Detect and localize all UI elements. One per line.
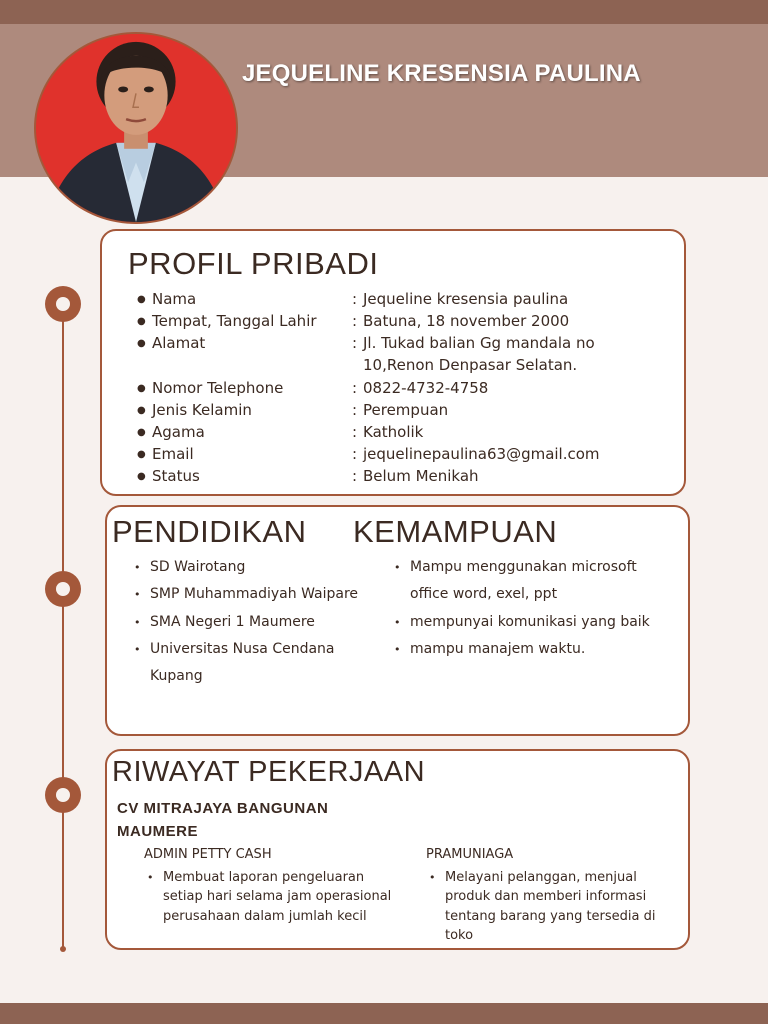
profile-photo (34, 32, 238, 224)
bullet: ● (137, 471, 146, 482)
colon: : (352, 290, 358, 308)
colon: : (352, 379, 358, 397)
profile-label-gender: Jenis Kelamin (152, 401, 252, 419)
timeline-dot-profile (45, 286, 81, 322)
bottom-strip (0, 1003, 768, 1024)
colon: : (352, 423, 358, 441)
job-desc-admin: • Membuat laporan pengeluaran setiap hari selama jam operasional perusahaan dalam jumlah kecil (145, 868, 403, 926)
education-item: • Universitas Nusa Cendana Kupang (134, 636, 364, 691)
skills-item: • mampu manajem waktu. (394, 636, 664, 663)
education-list (134, 554, 364, 690)
profile-value-address: Jl. Tukad balian Gg mandala no (363, 334, 595, 352)
profile-label-email: Email (152, 445, 194, 463)
timeline-end (60, 946, 66, 952)
skills-heading: KEMAMPUAN (353, 514, 558, 549)
profile-label-name: Nama (152, 290, 197, 308)
profile-value-email: jequelinepaulina63@gmail.com (363, 445, 600, 463)
job-title-admin: ADMIN PETTY CASH (144, 847, 272, 862)
bullet: ● (137, 427, 146, 438)
profile-value-address-line2: 10,Renon Denpasar Selatan. (363, 356, 578, 374)
profile-label-religion: Agama (152, 423, 205, 441)
applicant-name: JEQUELINE KRESENSIA PAULINA (242, 60, 641, 87)
timeline-dot-education (45, 571, 81, 607)
skills-list (394, 554, 664, 663)
work-company: CV MITRAJAYA BANGUNAN MAUMERE (117, 800, 329, 840)
job-title-pramuniaga: PRAMUNIAGA (426, 847, 514, 862)
top-strip (0, 0, 768, 24)
bullet: ● (137, 338, 146, 349)
bullet: ● (137, 294, 146, 305)
education-item: • SMP Muhammadiyah Waipare (134, 581, 364, 608)
job-desc-admin-list (145, 868, 403, 926)
timeline-dot-work (45, 777, 81, 813)
profile-label-phone: Nomor Telephone (152, 379, 284, 397)
work-heading: RIWAYAT PEKERJAAN (112, 756, 426, 788)
profile-label-address: Alamat (152, 334, 206, 352)
job-desc-pramuniaga-list (427, 868, 685, 945)
bullet: ● (137, 383, 146, 394)
colon: : (352, 467, 358, 485)
education-item: • SD Wairotang (134, 554, 364, 581)
education-item: • SMA Negeri 1 Maumere (134, 609, 364, 636)
bullet: ● (137, 316, 146, 327)
skills-item: • mempunyai komunikasi yang baik (394, 609, 664, 636)
profile-label-birth: Tempat, Tanggal Lahir (152, 312, 317, 330)
portrait-illustration (36, 34, 236, 222)
timeline-line (62, 302, 64, 950)
profile-value-gender: Perempuan (363, 401, 449, 419)
job-desc-pramuniaga: • Melayani pelanggan, menjual produk dan memberi informasi tentang barang yang tersedia di toko (427, 868, 685, 945)
bullet: ● (137, 405, 146, 416)
colon: : (352, 445, 358, 463)
bullet: ● (137, 449, 146, 460)
education-heading: PENDIDIKAN (112, 514, 307, 549)
profile-value-name: Jequeline kresensia paulina (363, 290, 569, 308)
colon: : (352, 334, 358, 352)
skills-item: • Mampu menggunakan microsoft office word, exel, ppt (394, 554, 664, 609)
profile-value-religion: Katholik (363, 423, 424, 441)
profile-label-status: Status (152, 467, 200, 485)
profile-value-status: Belum Menikah (363, 467, 479, 485)
profile-value-birth: Batuna, 18 november 2000 (363, 312, 570, 330)
colon: : (352, 401, 358, 419)
profile-heading: PROFIL PRIBADI (128, 246, 379, 281)
profile-value-phone: 0822-4732-4758 (363, 379, 489, 397)
colon: : (352, 312, 358, 330)
